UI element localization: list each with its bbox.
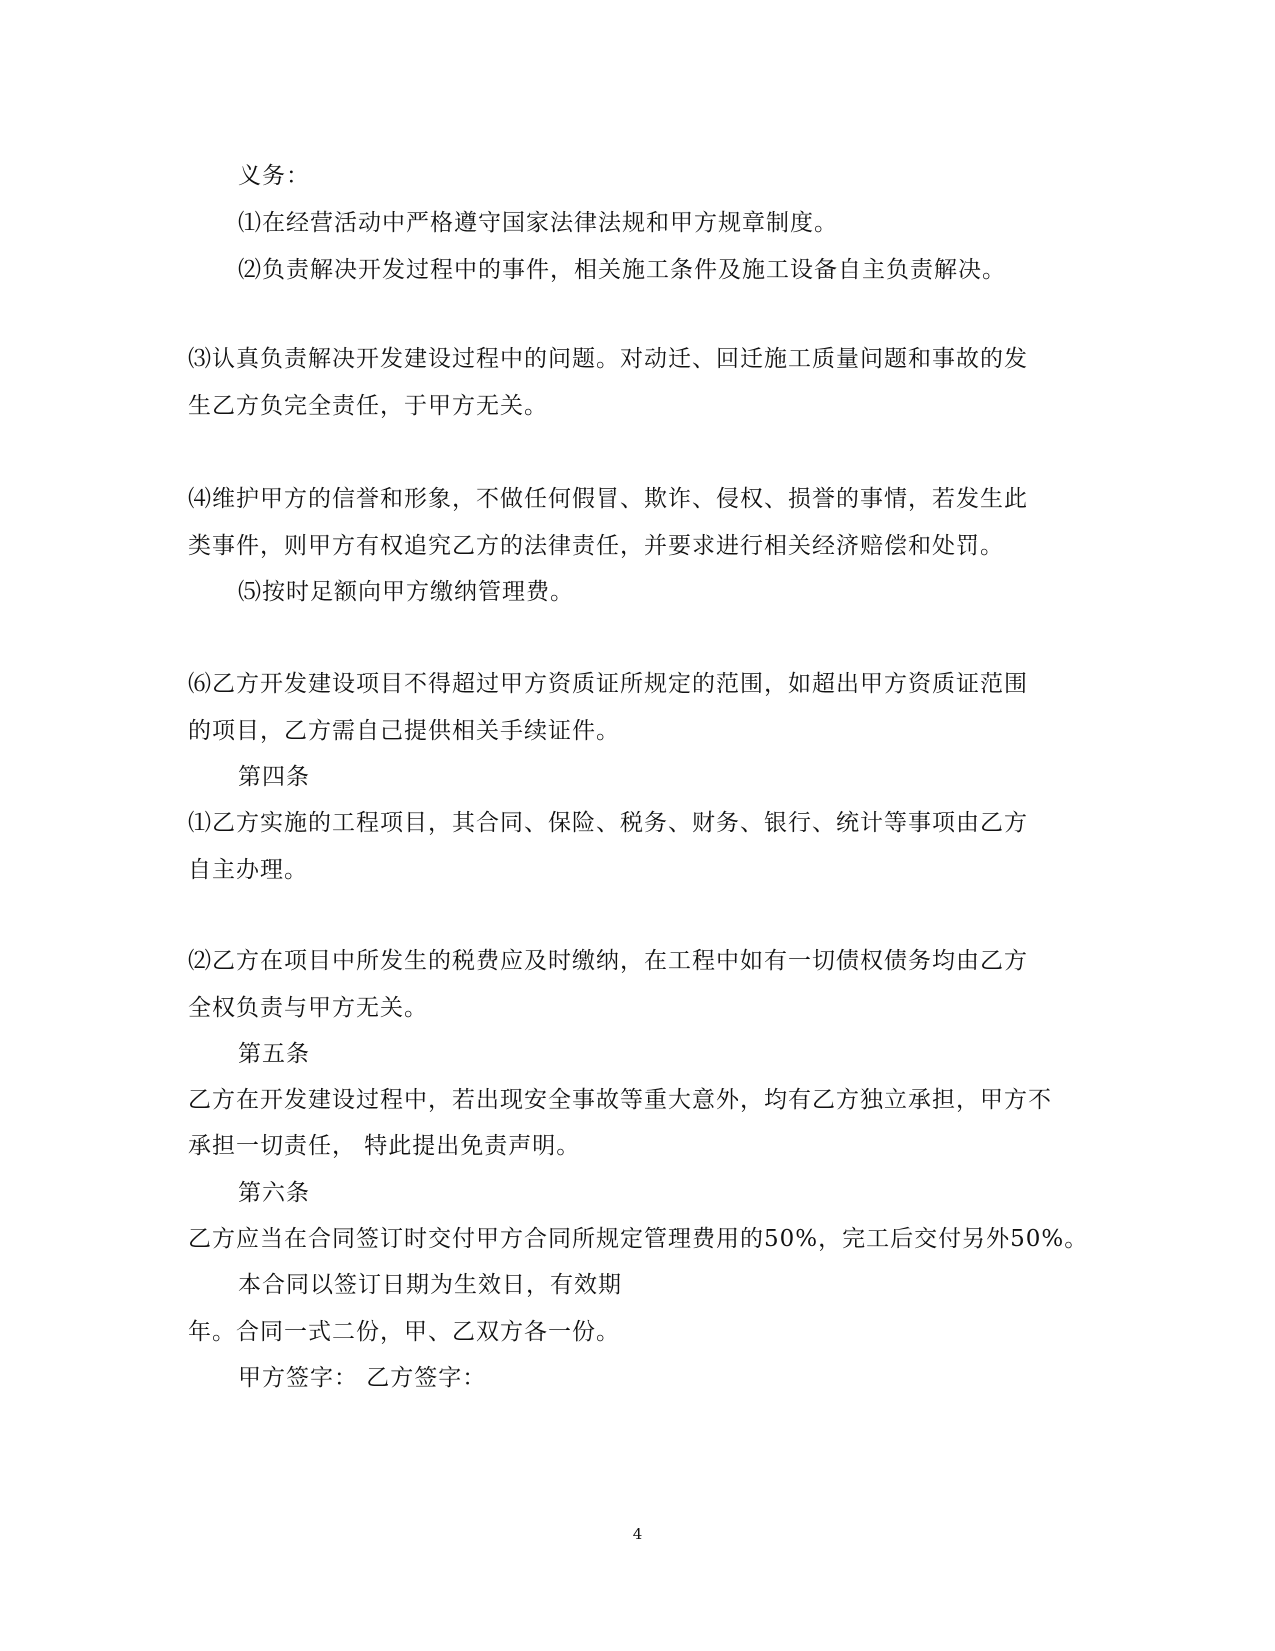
paragraph-line: ⑶认真负责解决开发建设过程中的问题。对动迁、回迁施工质量问题和事故的发 (188, 346, 1028, 372)
page-number: 4 (632, 1525, 643, 1543)
section-heading: 第六条 (238, 1180, 310, 1206)
paragraph-line: 的项目，乙方需自己提供相关手续证件。 (188, 718, 620, 744)
paragraph-line: 乙方在开发建设过程中，若出现安全事故等重大意外，均有乙方独立承担，甲方不 (188, 1087, 1052, 1113)
section-heading: 第五条 (238, 1041, 310, 1067)
paragraph-line: 本合同以签订日期为生效日，有效期 (238, 1272, 622, 1298)
section-heading: 第四条 (238, 764, 310, 790)
paragraph-line: 乙方应当在合同签订时交付甲方合同所规定管理费用的50%，完工后交付另外50%。 (188, 1226, 1089, 1252)
paragraph-line: ⑸按时足额向甲方缴纳管理费。 (238, 579, 574, 605)
paragraph-line: ⑵负责解决开发过程中的事件，相关施工条件及施工设备自主负责解决。 (238, 257, 1006, 283)
paragraph-line: 自主办理。 (188, 857, 308, 883)
paragraph-line: 生乙方负完全责任，于甲方无关。 (188, 393, 548, 419)
paragraph-line: 全权负责与甲方无关。 (188, 995, 428, 1021)
paragraph-line: 类事件，则甲方有权追究乙方的法律责任，并要求进行相关经济赔偿和处罚。 (188, 533, 1004, 559)
paragraph-line: ⑴在经营活动中严格遵守国家法律法规和甲方规章制度。 (238, 210, 838, 236)
paragraph-line: ⑵乙方在项目中所发生的税费应及时缴纳，在工程中如有一切债权债务均由乙方 (188, 948, 1028, 974)
paragraph-line: 义务： (238, 163, 310, 189)
paragraph-line: ⑴乙方实施的工程项目，其合同、保险、税务、财务、银行、统计等事项由乙方 (188, 810, 1028, 836)
paragraph-line: 承担一切责任， 特此提出免责声明。 (188, 1133, 581, 1159)
paragraph-line: ⑹乙方开发建设项目不得超过甲方资质证所规定的范围，如超出甲方资质证范围 (188, 671, 1028, 697)
paragraph-line: ⑷维护甲方的信誉和形象，不做任何假冒、欺诈、侵权、损誉的事情，若发生此 (188, 486, 1028, 512)
paragraph-line: 年。合同一式二份，甲、乙双方各一份。 (188, 1319, 620, 1345)
signature-line: 甲方签字： 乙方签字： (238, 1365, 487, 1391)
